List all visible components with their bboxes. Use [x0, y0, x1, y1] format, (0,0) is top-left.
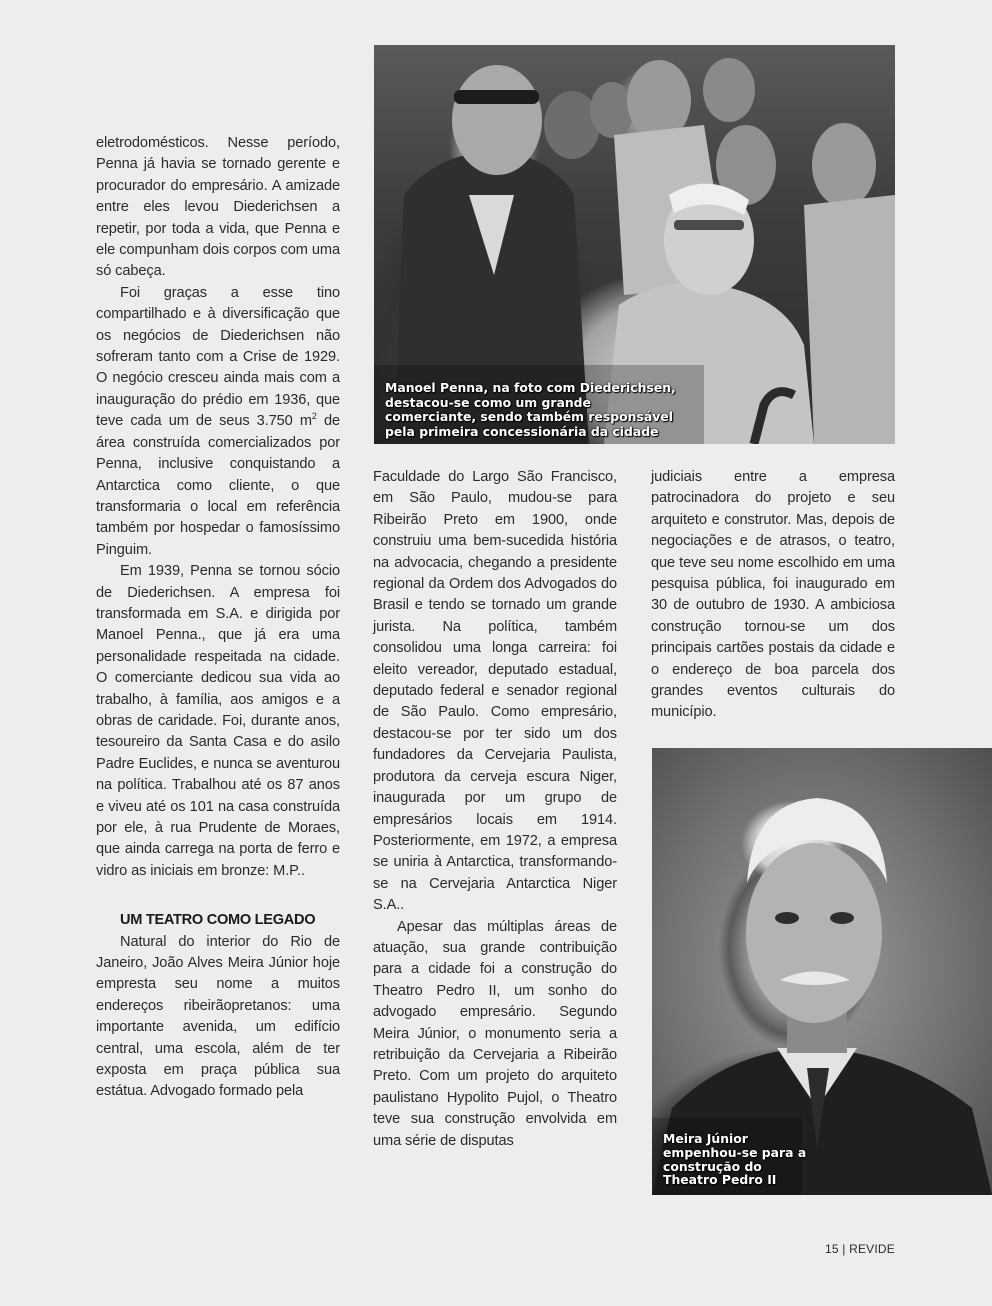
photo-penna-diederichsen	[374, 45, 895, 444]
text-column-3	[651, 467, 895, 724]
paragraph	[96, 283, 340, 561]
text-column-2	[373, 467, 617, 1152]
photo-meira-junior	[652, 748, 992, 1195]
paragraph-text: Foi graças a esse tino compartilhado e à diversificação que os negócios de Diederichsen não sofreram tanto com a Crise de 1929. O negócio cresceu ainda mais com a inauguração do prédio em 1936, que teve cada um de seus 3.750 m	[96, 284, 340, 430]
text-column-1	[96, 133, 340, 1103]
paragraph: Faculdade do Largo São Francisco, em São Paulo, mudou-se para Ribeirão Preto em 1900, onde construiu uma bem-sucedida história na advocacia, chegando a presidente regional da Ordem dos Advogados do Brasil e tendo se tornado um grande jurista. Na política, também consolidou uma longa carreira: foi eleito vereador, deputado estadual, deputado federal e senador regional de São Paulo. Como empresário, destacou-se por ter sido um dos fundadores da Cervejaria Paulista, produtora da cerveja escura Niger, inaugurada por um grupo de empresários locais em 1914. Posteriormente, em 1972, a empresa se uniria à Antarctica, transformando-se na Cervejaria Antarctica Niger S.A..	[373, 469, 617, 914]
portrait-illustration	[652, 748, 992, 1195]
paragraph-text: de área construída comercializados por Penna, inclusive conquistando a Antarctica como cliente, o que transformaria o local em referência também por hospedar o famosíssimo Pinguim.	[96, 413, 340, 558]
paragraph: Apesar das múltiplas áreas de atuação, sua grande contribuição para a cidade foi a construção do Theatro Pedro II, um sonho do advogado empresário. Segundo Meira Júnior, o monumento seria a retribuição da Cervejaria a Ribeirão Preto. Com um projeto do arquiteto paulistano Hypolito Pujol, o Theatro teve sua construção envolvida em uma série de disputas	[373, 918, 617, 1149]
paragraph: judiciais entre a empresa patrocinadora do projeto e seu arquiteto e construtor. Mas, depois de negociações e de atrasos, o teatro, que teve seu nome escolhido em uma pesquisa pública, foi inaugurado em 30 de outubro de 1930. A ambiciosa construção tornou-se um dos principais cartões postais da cidade e o endereço de boa parcela dos grandes eventos culturais do município.	[651, 469, 895, 721]
paragraph: Natural do interior do Rio de Janeiro, João Alves Meira Júnior hoje empresta seu nome a muitos endereços ribeirãopretanos: uma importante avenida, um edifício central, uma escola, além de ter exposta em praça pública sua estátua. Advogado formado pela	[96, 933, 340, 1100]
page-number-folio: 15 | REVIDE	[824, 1242, 895, 1256]
paragraph: eletrodomésticos. Nesse período, Penna já havia se tornado gerente e procurador do empresário. A amizade entre eles levou Diederichsen a repetir, por toda a vida, que Penna e ele compunham dois corpos com uma só cabeça.	[96, 135, 340, 280]
paragraph: Em 1939, Penna se tornou sócio de Diederichsen. A empresa foi transformada em S.A. e dirigida por Manoel Penna., que já era uma personalidade respeitada na cidade. O comerciante dedicou sua vida ao trabalho, à família, aos amigos e a obras de caridade. Foi, durante anos, tesoureiro da Santa Casa e do asilo Padre Euclides, e nunca se aventurou na política. Trabalhou até os 87 anos e viveu até os 101 na casa construída por ele, à rua Prudente de Moraes, que ainda carrega na porta de ferro e vidro as iniciais em bronze: M.P..	[96, 563, 340, 879]
photo-caption: Manoel Penna, na foto com Diederichsen, destacou-se como um grande comerciante, sendo também responsável pela primeira concessionária da cidade	[385, 380, 676, 439]
superscript: 2	[311, 411, 317, 422]
section-heading: UM TEATRO COMO LEGADO	[120, 912, 316, 929]
photo-caption: Meira Júnior empenhou-se para a construção do Theatro Pedro II	[663, 1131, 807, 1188]
